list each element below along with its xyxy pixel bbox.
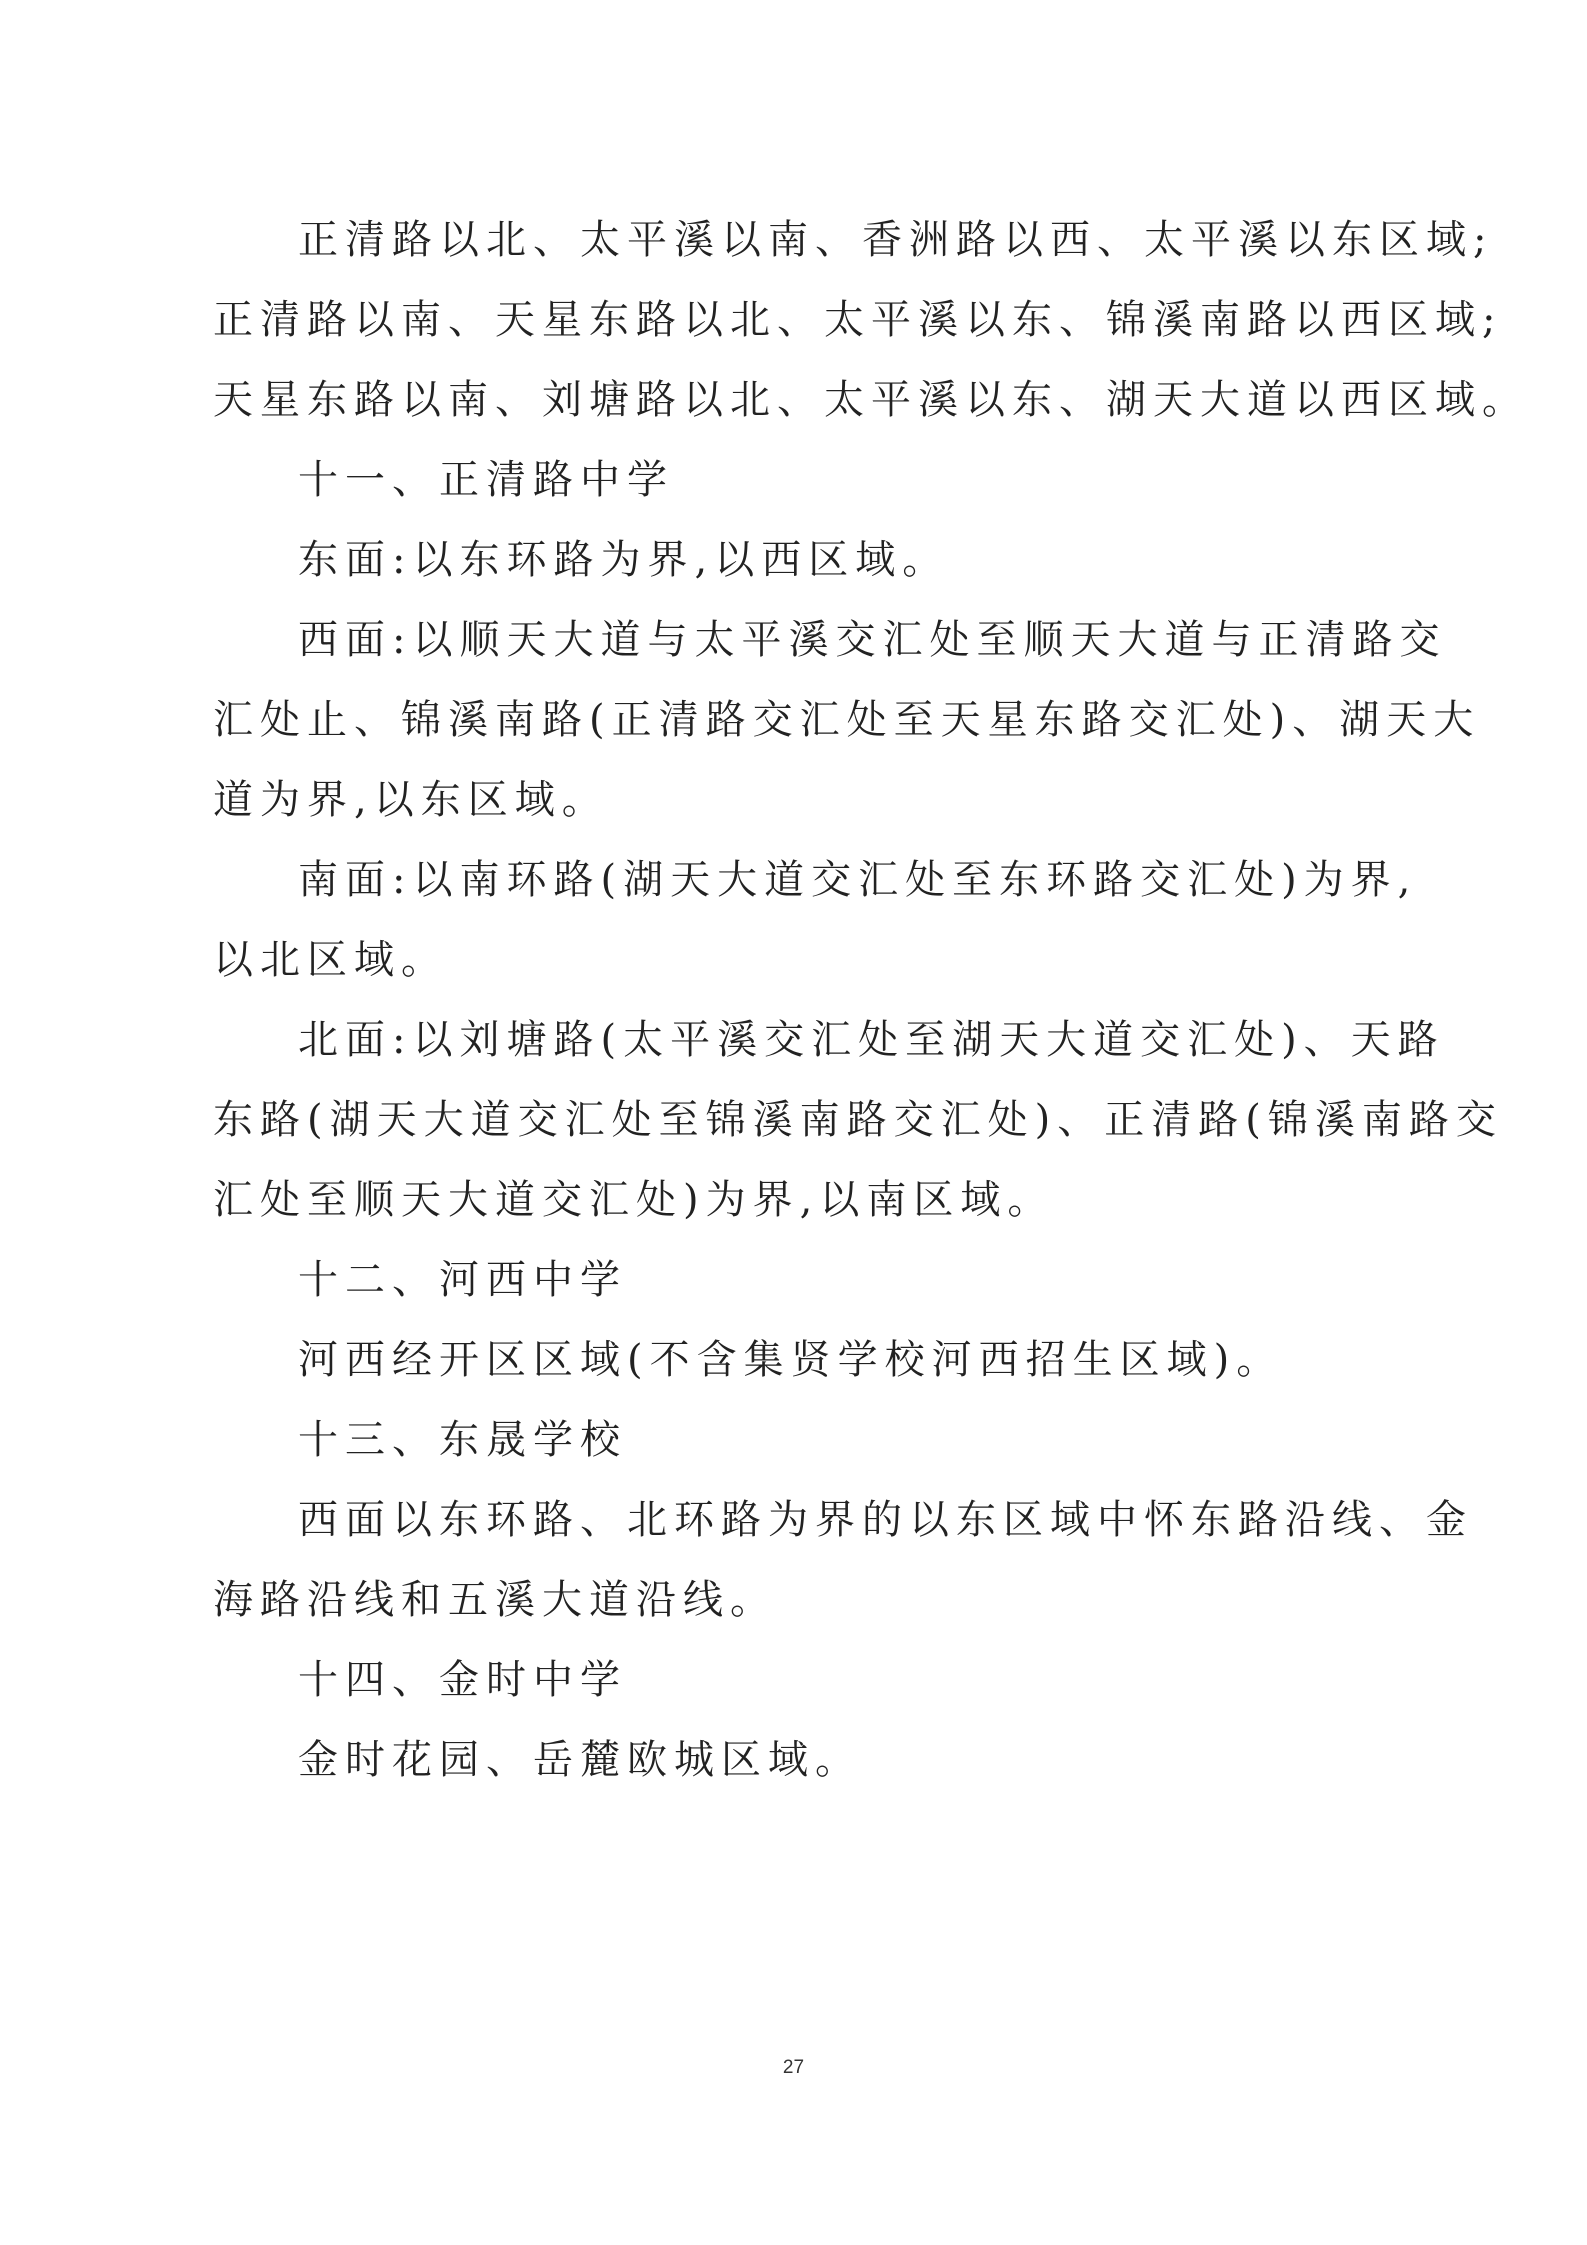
section-heading: 十三、东晟学校 [298,1417,627,1463]
paragraph-line: 汇处止、锦溪南路(正清路交汇处至天星东路交汇处)、湖天大 [213,697,1481,743]
paragraph-line: 西面以东环路、北环路为界的以东区域中怀东路沿线、金 [298,1497,1473,1543]
paragraph-line: 天星东路以南、刘塘路以北、太平溪以东、湖天大道以西区域。 [213,377,1529,423]
paragraph-line: 海路沿线和五溪大道沿线。 [213,1577,777,1623]
paragraph-line: 道为界,以东区域。 [213,777,609,823]
section-heading: 十二、河西中学 [298,1257,627,1303]
body-text [213,200,1529,1800]
paragraph-line: 河西经开区区域(不含集贤学校河西招生区域)。 [298,1337,1284,1383]
paragraph-line: 以北区域。 [213,937,448,983]
paragraph-line: 正清路以北、太平溪以南、香洲路以西、太平溪以东区域; [298,217,1494,263]
page-number: 27 [782,2057,805,2078]
paragraph-line: 东路(湖天大道交汇处至锦溪南路交汇处)、正清路(锦溪南路交 [213,1097,1503,1143]
paragraph-line: 金时花园、岳麓欧城区域。 [298,1737,862,1783]
paragraph-line: 正清路以南、天星东路以北、太平溪以东、锦溪南路以西区域; [213,297,1503,343]
section-heading: 十四、金时中学 [298,1657,627,1703]
paragraph-line: 东面:以东环路为界,以西区域。 [298,537,950,583]
paragraph-line: 西面:以顺天大道与太平溪交汇处至顺天大道与正清路交 [298,617,1447,663]
section-heading: 十一、正清路中学 [298,457,674,503]
paragraph-line: 南面:以南环路(湖天大道交汇处至东环路交汇处)为界, [298,857,1418,903]
paragraph-line: 汇处至顺天大道交汇处)为界,以南区域。 [213,1177,1055,1223]
paragraph-line: 北面:以刘塘路(太平溪交汇处至湖天大道交汇处)、天路 [298,1017,1445,1063]
